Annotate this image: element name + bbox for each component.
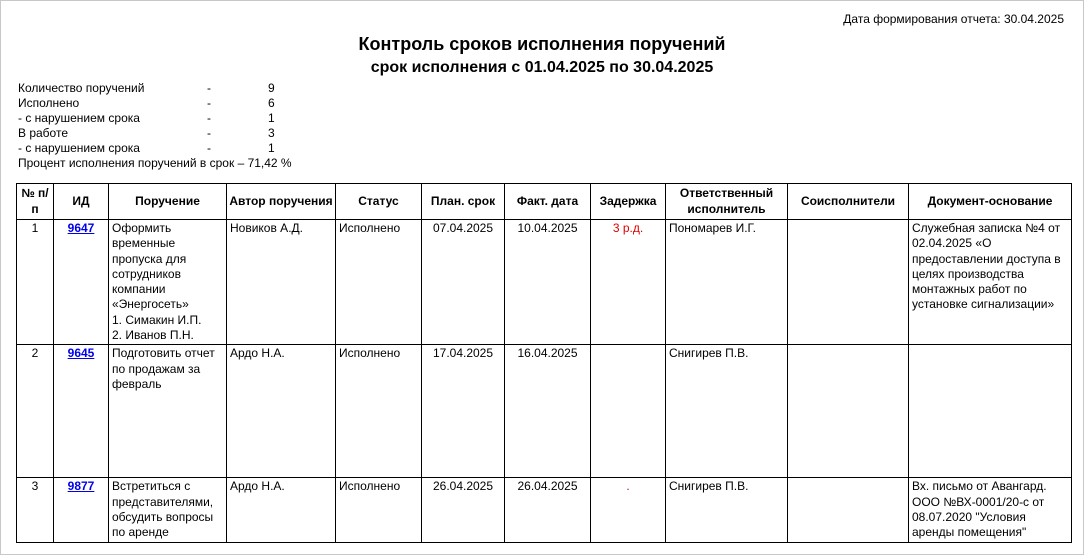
row-author: Новиков А.Д. bbox=[227, 220, 336, 345]
row-task bbox=[109, 220, 227, 345]
assignment-id-link[interactable]: 9877 bbox=[67, 479, 95, 494]
row-delay bbox=[591, 345, 666, 478]
row-document bbox=[909, 345, 1072, 478]
report-title: Контроль сроков исполнения поручений bbox=[358, 34, 726, 54]
summary-value: 1 bbox=[268, 141, 275, 155]
summary-row-total bbox=[18, 81, 292, 96]
row-num: 3 bbox=[17, 478, 54, 542]
summary-value: 9 bbox=[268, 81, 275, 95]
summary-value: 1 bbox=[268, 111, 275, 125]
task-text: 1. Симакин И.П. bbox=[112, 312, 202, 327]
row-delay: . bbox=[591, 478, 666, 542]
table-row bbox=[17, 478, 1072, 542]
table-row bbox=[17, 345, 1072, 478]
table-row bbox=[17, 220, 1072, 345]
report-date: Дата формирования отчета: 30.04.2025 bbox=[843, 12, 1064, 26]
row-co-executors bbox=[788, 345, 909, 478]
row-plan-date: 17.04.2025 bbox=[422, 345, 505, 478]
task-text: Подготовить отчет по продажам за февраль bbox=[112, 346, 215, 391]
row-responsible: Снигирев П.В. bbox=[666, 345, 788, 478]
column-header-document: Документ-основание bbox=[909, 184, 1072, 220]
row-delay: 3 р.д. bbox=[591, 220, 666, 345]
row-co-executors bbox=[788, 478, 909, 542]
column-header-author: Автор поручения bbox=[227, 184, 336, 220]
row-fact-date: 10.04.2025 bbox=[505, 220, 591, 345]
row-plan-date: 26.04.2025 bbox=[422, 478, 505, 542]
row-status: Исполнено bbox=[336, 220, 422, 345]
column-header-num: № п/п bbox=[17, 184, 54, 220]
column-header-responsible: Ответственный исполнитель bbox=[666, 184, 788, 220]
assignments-table bbox=[16, 183, 1072, 543]
row-id-cell bbox=[54, 478, 109, 542]
column-header-task: Поручение bbox=[109, 184, 227, 220]
row-co-executors bbox=[788, 220, 909, 345]
summary-row-done-late bbox=[18, 111, 292, 126]
summary-dash: - bbox=[207, 111, 211, 125]
summary-dash: - bbox=[207, 81, 211, 95]
assignment-id-link[interactable]: 9647 bbox=[67, 221, 95, 235]
summary-dash: - bbox=[207, 126, 211, 140]
summary-row-done bbox=[18, 96, 292, 111]
row-num: 1 bbox=[17, 220, 54, 345]
row-author: Ардо Н.А. bbox=[227, 345, 336, 478]
summary-dash: - bbox=[207, 96, 211, 110]
summary-label: Количество поручений bbox=[18, 81, 145, 95]
summary-label: - с нарушением срока bbox=[18, 141, 140, 155]
row-responsible: Снигирев П.В. bbox=[666, 478, 788, 542]
summary-dash: - bbox=[207, 141, 211, 155]
summary-value: 3 bbox=[268, 126, 275, 140]
row-document: Вх. письмо от Авангард. ООО №ВХ-0001/20-с от 08.07.2020 "Условия аренды помещения" bbox=[909, 478, 1072, 542]
row-id-cell bbox=[54, 345, 109, 478]
row-responsible: Пономарев И.Г. bbox=[666, 220, 788, 345]
column-header-fact-date: Факт. дата bbox=[505, 184, 591, 220]
row-fact-date: 16.04.2025 bbox=[505, 345, 591, 478]
row-plan-date: 07.04.2025 bbox=[422, 220, 505, 345]
row-task bbox=[109, 478, 227, 542]
table-header-row bbox=[17, 184, 1072, 220]
summary-label: Исполнено bbox=[18, 96, 80, 110]
summary-row-in-progress bbox=[18, 126, 292, 141]
column-header-co-executors: Соисполнители bbox=[788, 184, 909, 220]
column-header-id: ИД bbox=[54, 184, 109, 220]
column-header-plan-date: План. срок bbox=[422, 184, 505, 220]
row-fact-date: 26.04.2025 bbox=[505, 478, 591, 542]
row-author: Ардо Н.А. bbox=[227, 478, 336, 542]
summary-block bbox=[18, 81, 292, 171]
column-header-delay: Задержка bbox=[591, 184, 666, 220]
report-subtitle: срок исполнения с 01.04.2025 по 30.04.2025 bbox=[370, 59, 714, 76]
row-status: Исполнено bbox=[336, 478, 422, 542]
task-text: Встретиться с представителями, обсудить вопросы по аренде bbox=[112, 479, 214, 540]
column-header-status: Статус bbox=[336, 184, 422, 220]
summary-row-in-progress-late bbox=[18, 141, 292, 156]
row-id-cell bbox=[54, 220, 109, 345]
row-document: Служебная записка №4 от 02.04.2025 «О предоставлении доступа в целях производства монтажных работ по установке сигнализации» bbox=[909, 220, 1072, 345]
row-num: 2 bbox=[17, 345, 54, 478]
task-text: Оформить временные пропуска для сотрудников компании «Энергосеть» bbox=[112, 221, 189, 312]
row-task bbox=[109, 345, 227, 478]
summary-percent: Процент исполнения поручений в срок – 71,42 % bbox=[18, 156, 292, 170]
row-status: Исполнено bbox=[336, 345, 422, 478]
summary-label: В работе bbox=[18, 126, 69, 140]
assignment-id-link[interactable]: 9645 bbox=[67, 346, 95, 361]
summary-label: - с нарушением срока bbox=[18, 111, 140, 125]
task-text: 2. Иванов П.Н. bbox=[112, 328, 194, 343]
summary-value: 6 bbox=[268, 96, 275, 110]
